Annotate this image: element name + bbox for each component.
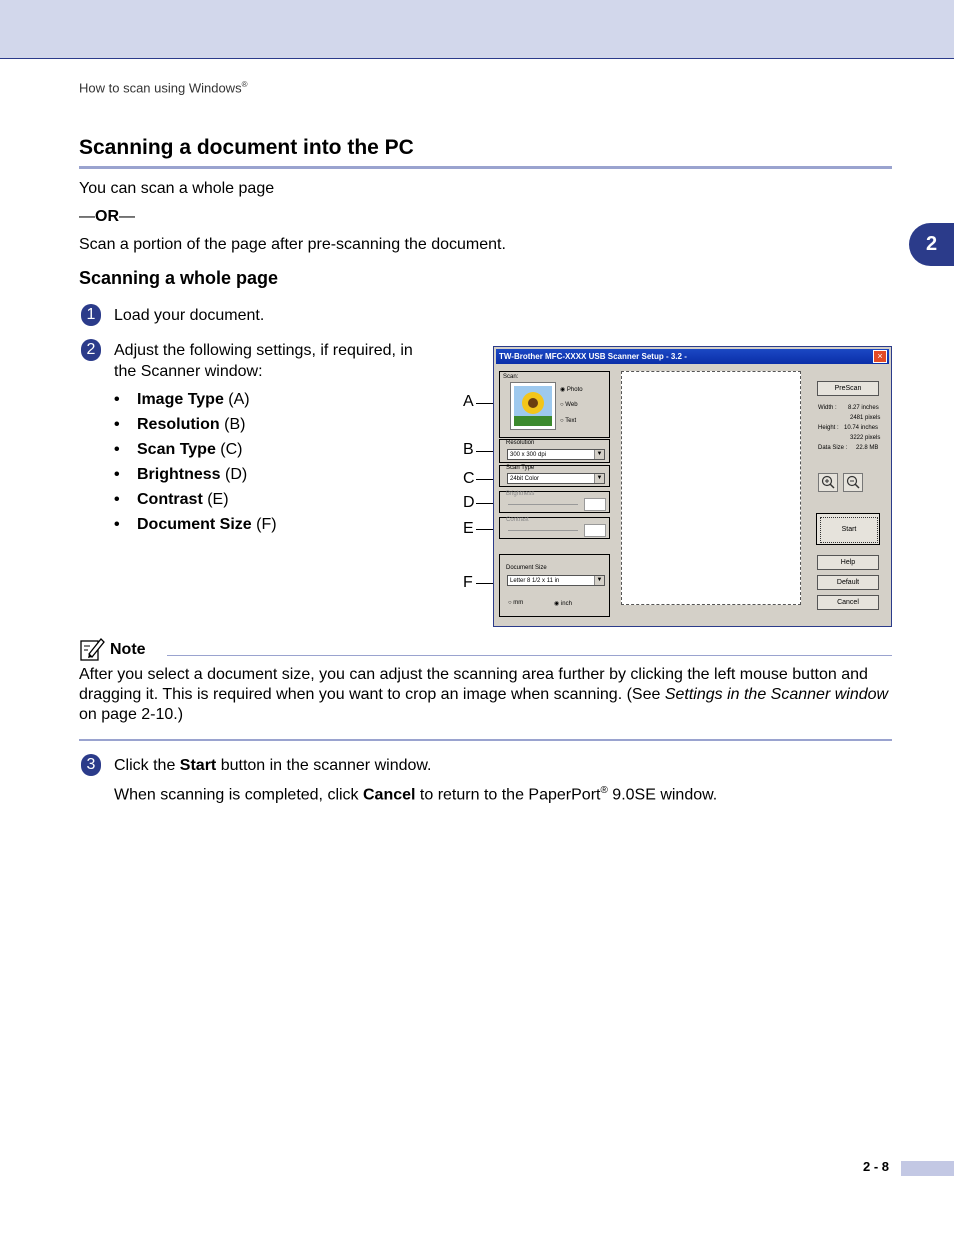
width-label: Width : xyxy=(818,405,837,411)
list-item: • Contrast (E) xyxy=(114,491,229,508)
title-rule xyxy=(79,166,892,169)
list-item: • Scan Type (C) xyxy=(114,441,243,458)
subsection-title: Scanning a whole page xyxy=(79,268,279,288)
step-2-text-b: the Scanner window: xyxy=(114,363,263,380)
intro-line-2: Scan a portion of the page after pre-scanning the document. xyxy=(79,236,506,253)
scan-type-group xyxy=(499,465,610,487)
brightness-slider[interactable] xyxy=(508,504,578,505)
contrast-slider[interactable] xyxy=(508,530,578,531)
list-item: • Brightness (D) xyxy=(114,466,248,483)
height-label: Height : xyxy=(818,425,839,431)
list-item: • Document Size (F) xyxy=(114,516,277,533)
photo-icon xyxy=(510,382,556,430)
text-option[interactable]: ○ Text xyxy=(560,418,577,424)
resolution-label: Resolution xyxy=(506,440,535,446)
inch-option[interactable]: ◉ inch xyxy=(554,601,572,607)
list-item: • Resolution (B) xyxy=(114,416,246,433)
zoom-in-icon[interactable] xyxy=(818,473,838,492)
resolution-select[interactable]: 300 x 300 dpi ▼ xyxy=(507,449,605,460)
step-1-text: Load your document. xyxy=(114,307,265,324)
preview-area[interactable] xyxy=(621,371,801,605)
default-button[interactable]: Default xyxy=(817,575,879,590)
scan-label: Scan: xyxy=(503,374,519,380)
callout-e: E xyxy=(463,520,474,537)
document-size-select[interactable]: Letter 8 1/2 x 11 in ▼ xyxy=(507,575,605,586)
callout-b: B xyxy=(463,441,474,458)
callout-a: A xyxy=(463,393,474,410)
web-option[interactable]: ○ Web xyxy=(560,402,578,408)
brightness-group xyxy=(499,491,610,513)
scan-type-label: Scan Type xyxy=(506,465,535,471)
cancel-button[interactable]: Cancel xyxy=(817,595,879,610)
width-inches: 8.27 inches xyxy=(848,405,879,411)
brightness-field[interactable] xyxy=(584,498,606,511)
start-button[interactable] xyxy=(816,513,880,545)
contrast-group xyxy=(499,517,610,539)
scanner-window xyxy=(493,346,892,627)
chevron-down-icon: ▼ xyxy=(594,474,604,483)
brightness-label: Brightness xyxy=(506,491,535,497)
scanner-title-bar: TW-Brother MFC-XXXX USB Scanner Setup - 3.2 - xyxy=(496,349,889,364)
data-size-label: Data Size : xyxy=(818,445,848,451)
or-line: —OR— xyxy=(79,208,135,225)
mm-option[interactable]: ○ mm xyxy=(508,600,524,606)
prescan-button[interactable]: PreScan xyxy=(817,381,879,396)
width-pixels: 2481 pixels xyxy=(850,415,881,421)
chevron-down-icon: ▼ xyxy=(594,576,604,585)
note-text: After you select a document size, you can adjust the scanning area further by clicking the left mouse button and dragging it. This is required when you want to crop an image when scanning. (See Settings in the Scanner window on page 2-10.) xyxy=(79,666,889,723)
chapter-tab: 2 xyxy=(909,223,954,266)
step-2-number: 2 xyxy=(81,339,101,361)
height-inches: 10.74 inches xyxy=(844,425,879,431)
document-size-group xyxy=(499,554,610,617)
note-end-rule xyxy=(79,739,892,741)
note-rule xyxy=(167,655,892,656)
note-pencil-icon xyxy=(79,636,105,662)
footer-bar xyxy=(901,1161,954,1176)
callout-f: F xyxy=(463,574,473,591)
settings-list xyxy=(114,389,277,539)
zoom-out-icon[interactable] xyxy=(843,473,863,492)
image-type-group xyxy=(499,371,610,438)
step-3-followup: When scanning is completed, click Cancel to return to the PaperPort® 9.0SE window. xyxy=(114,785,718,804)
start-button-label: Start xyxy=(820,517,878,543)
step-3-text: Click the Start button in the scanner window. xyxy=(114,757,432,774)
close-icon[interactable]: × xyxy=(873,350,887,363)
section-title: Scanning a document into the PC xyxy=(79,136,414,159)
intro-line-1: You can scan a whole page xyxy=(79,180,275,197)
contrast-label: Contrast xyxy=(506,517,529,523)
resolution-group xyxy=(499,439,610,463)
chevron-down-icon: ▼ xyxy=(594,450,604,459)
contrast-field[interactable] xyxy=(584,524,606,537)
step-2-text-a: Adjust the following settings, if required, in xyxy=(114,342,413,359)
list-item: • Image Type (A) xyxy=(114,391,250,408)
callout-c: C xyxy=(463,470,475,487)
step-3-number: 3 xyxy=(81,754,101,776)
page-number: 2 - 8 xyxy=(863,1159,890,1174)
step-1-number: 1 xyxy=(81,304,101,326)
scan-type-select[interactable]: 24bit Color ▼ xyxy=(507,473,605,484)
data-size-value: 22.8 MB xyxy=(856,445,879,451)
height-pixels: 3222 pixels xyxy=(850,435,881,441)
running-header: How to scan using Windows® xyxy=(79,80,248,96)
note-label: Note xyxy=(110,641,146,658)
top-band xyxy=(0,0,954,59)
photo-option[interactable]: ◉ Photo xyxy=(560,387,583,393)
document-size-label: Document Size xyxy=(506,565,547,571)
callout-d: D xyxy=(463,494,475,511)
help-button[interactable]: Help xyxy=(817,555,879,570)
